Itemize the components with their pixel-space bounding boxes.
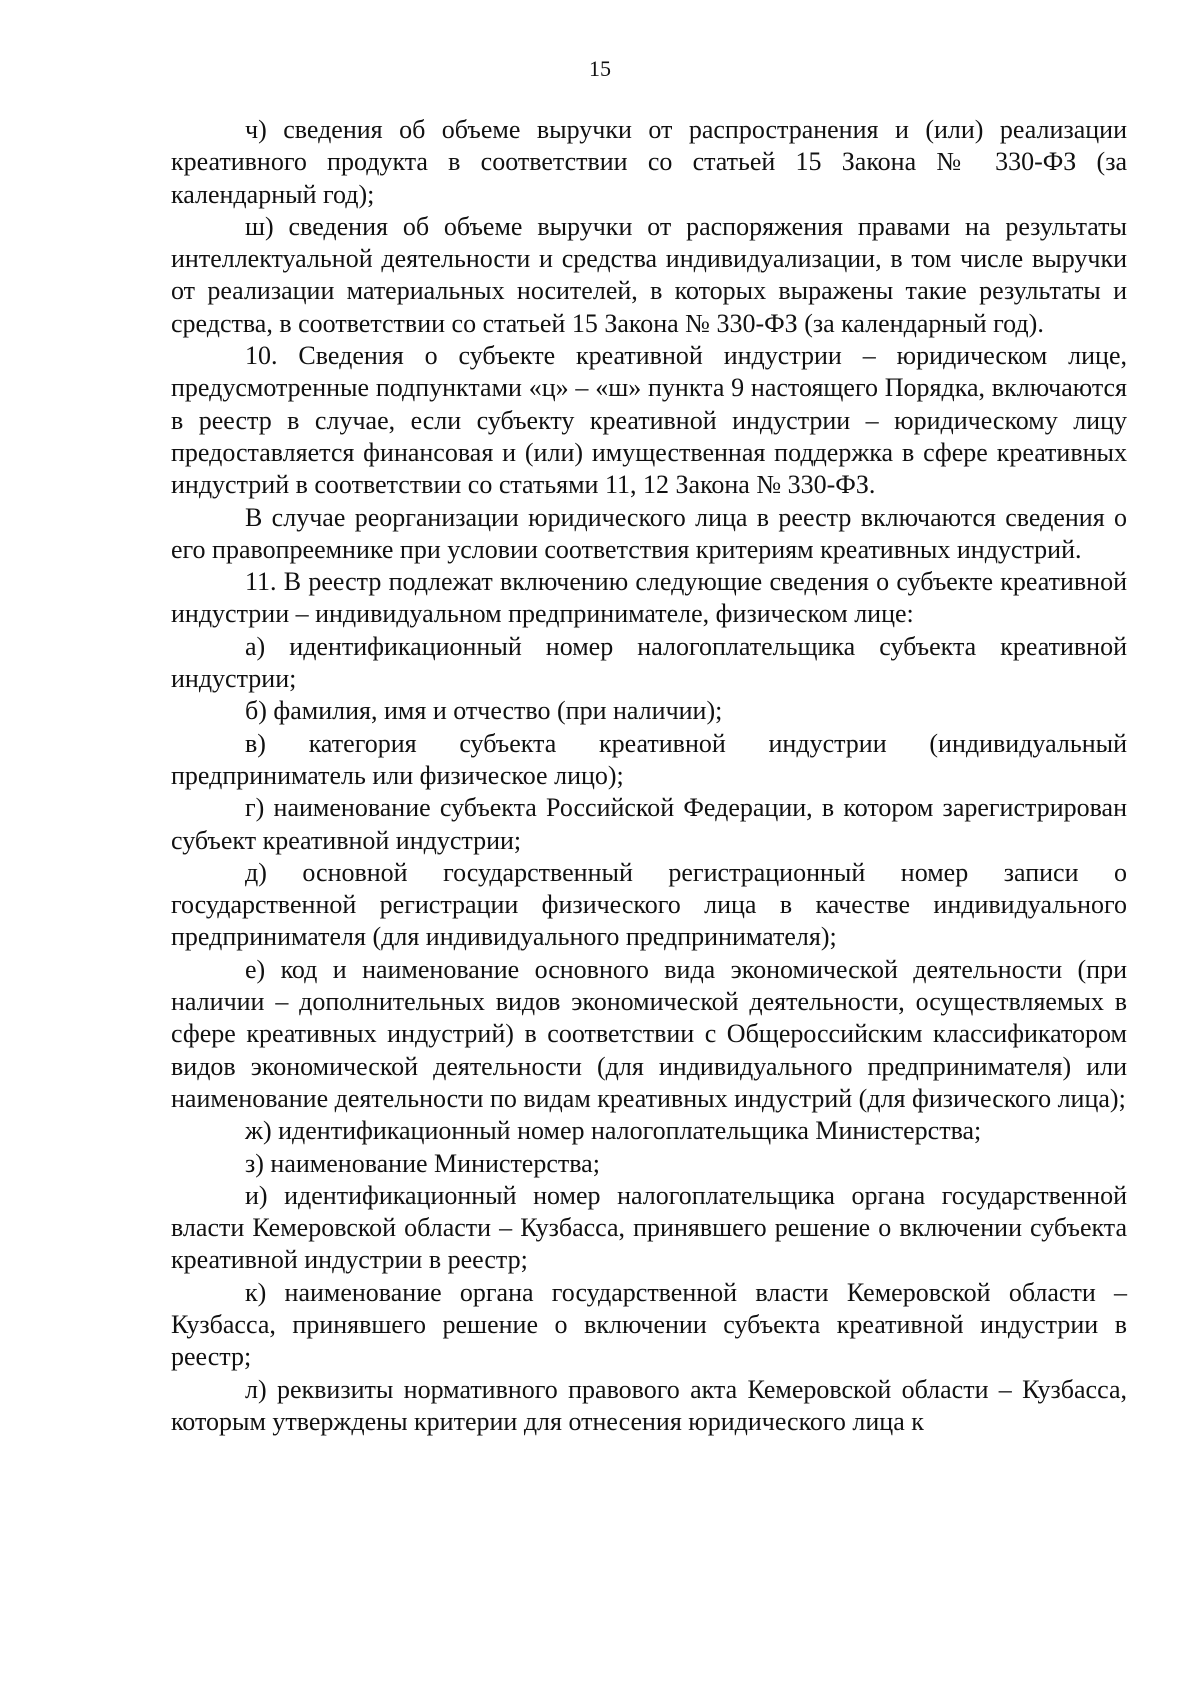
paragraph-e: е) код и наименование основного вида экономической деятельности (при наличии – дополнительных видов экономической деятельности, осуществляемых в сфере креативных индустрий) в соответствии с Общероссийским классификатором видов экономической деятельности (для индивидуального предпринимателя) или наименование деятельности по видам креативных индустрий (для физического лица); [171,954,1127,1113]
paragraph-v: в) категория субъекта креативной индустрии (индивидуальный предприниматель или физическое лицо); [171,728,1127,790]
paragraph-a: а) идентификационный номер налогоплательщика субъекта креативной индустрии; [171,631,1127,694]
paragraph-reorganization: В случае реорганизации юридического лица в реестр включаются сведения о его правопреемнике при условии соответствия критериям креативных индустрий. [171,502,1127,564]
page-number: 15 [589,56,611,81]
paragraph-g: г) наименование субъекта Российской Федерации, в котором зарегистрирован субъект креативной индустрии; [171,793,1127,855]
paragraph-sh: ш) сведения об объеме выручки от распоряжения правами на результаты интеллектуальной деятельности и средства индивидуализации, в том числе выручки от реализации материальных носителей, в которых выражены такие результаты и средства, в соответствии со статьей 15 Закона № 330-ФЗ (за календарный год). [171,211,1127,338]
paragraph-11: 11. В реестр подлежат включению следующие сведения о субъекте креативной индустрии – индивидуальном предпринимателе, физическом лице: [171,567,1127,629]
paragraph-zh: ж) идентификационный номер налогоплательщика Министерства; [245,1116,982,1146]
paragraph-i: и) идентификационный номер налогоплательщика органа государственной власти Кемеровской области – Кузбасса, принявшего решение о включении субъекта креативной индустрии в реестр; [171,1180,1127,1275]
paragraph-b: б) фамилия, имя и отчество (при наличии); [245,696,723,726]
paragraph-ch: ч) сведения об объеме выручки от распространения и (или) реализации креативного продукта в соответствии со статьей 15 Закона № 330-ФЗ (за календарный год); [171,115,1127,209]
paragraph-l: л) реквизиты нормативного правового акта Кемеровской области – Кузбасса, которым утверждены критерии для отнесения юридического лица к [171,1374,1127,1436]
paragraph-k: к) наименование органа государственной власти Кемеровской области – Кузбасса, принявшего решение о включении субъекта креативной индустрии в реестр; [171,1277,1127,1372]
paragraph-10: 10. Сведения о субъекте креативной индустрии – юридическом лице, предусмотренные подпунктами «ц» – «ш» пункта 9 настоящего Порядка, включаются в реестр в случае, если субъекту креативной индустрии – юридическому лицу предоставляется финансовая и (или) имущественная поддержка в сфере креативных индустрий в соответствии со статьями 11, 12 Закона № 330-ФЗ. [171,341,1127,500]
paragraph-d: д) основной государственный регистрационный номер записи о государственной регистрации физического лица в качестве индивидуального предпринимателя (для индивидуального предпринимателя); [171,857,1127,952]
paragraph-z: з) наименование Министерства; [245,1148,600,1178]
document-body [171,114,1127,1438]
